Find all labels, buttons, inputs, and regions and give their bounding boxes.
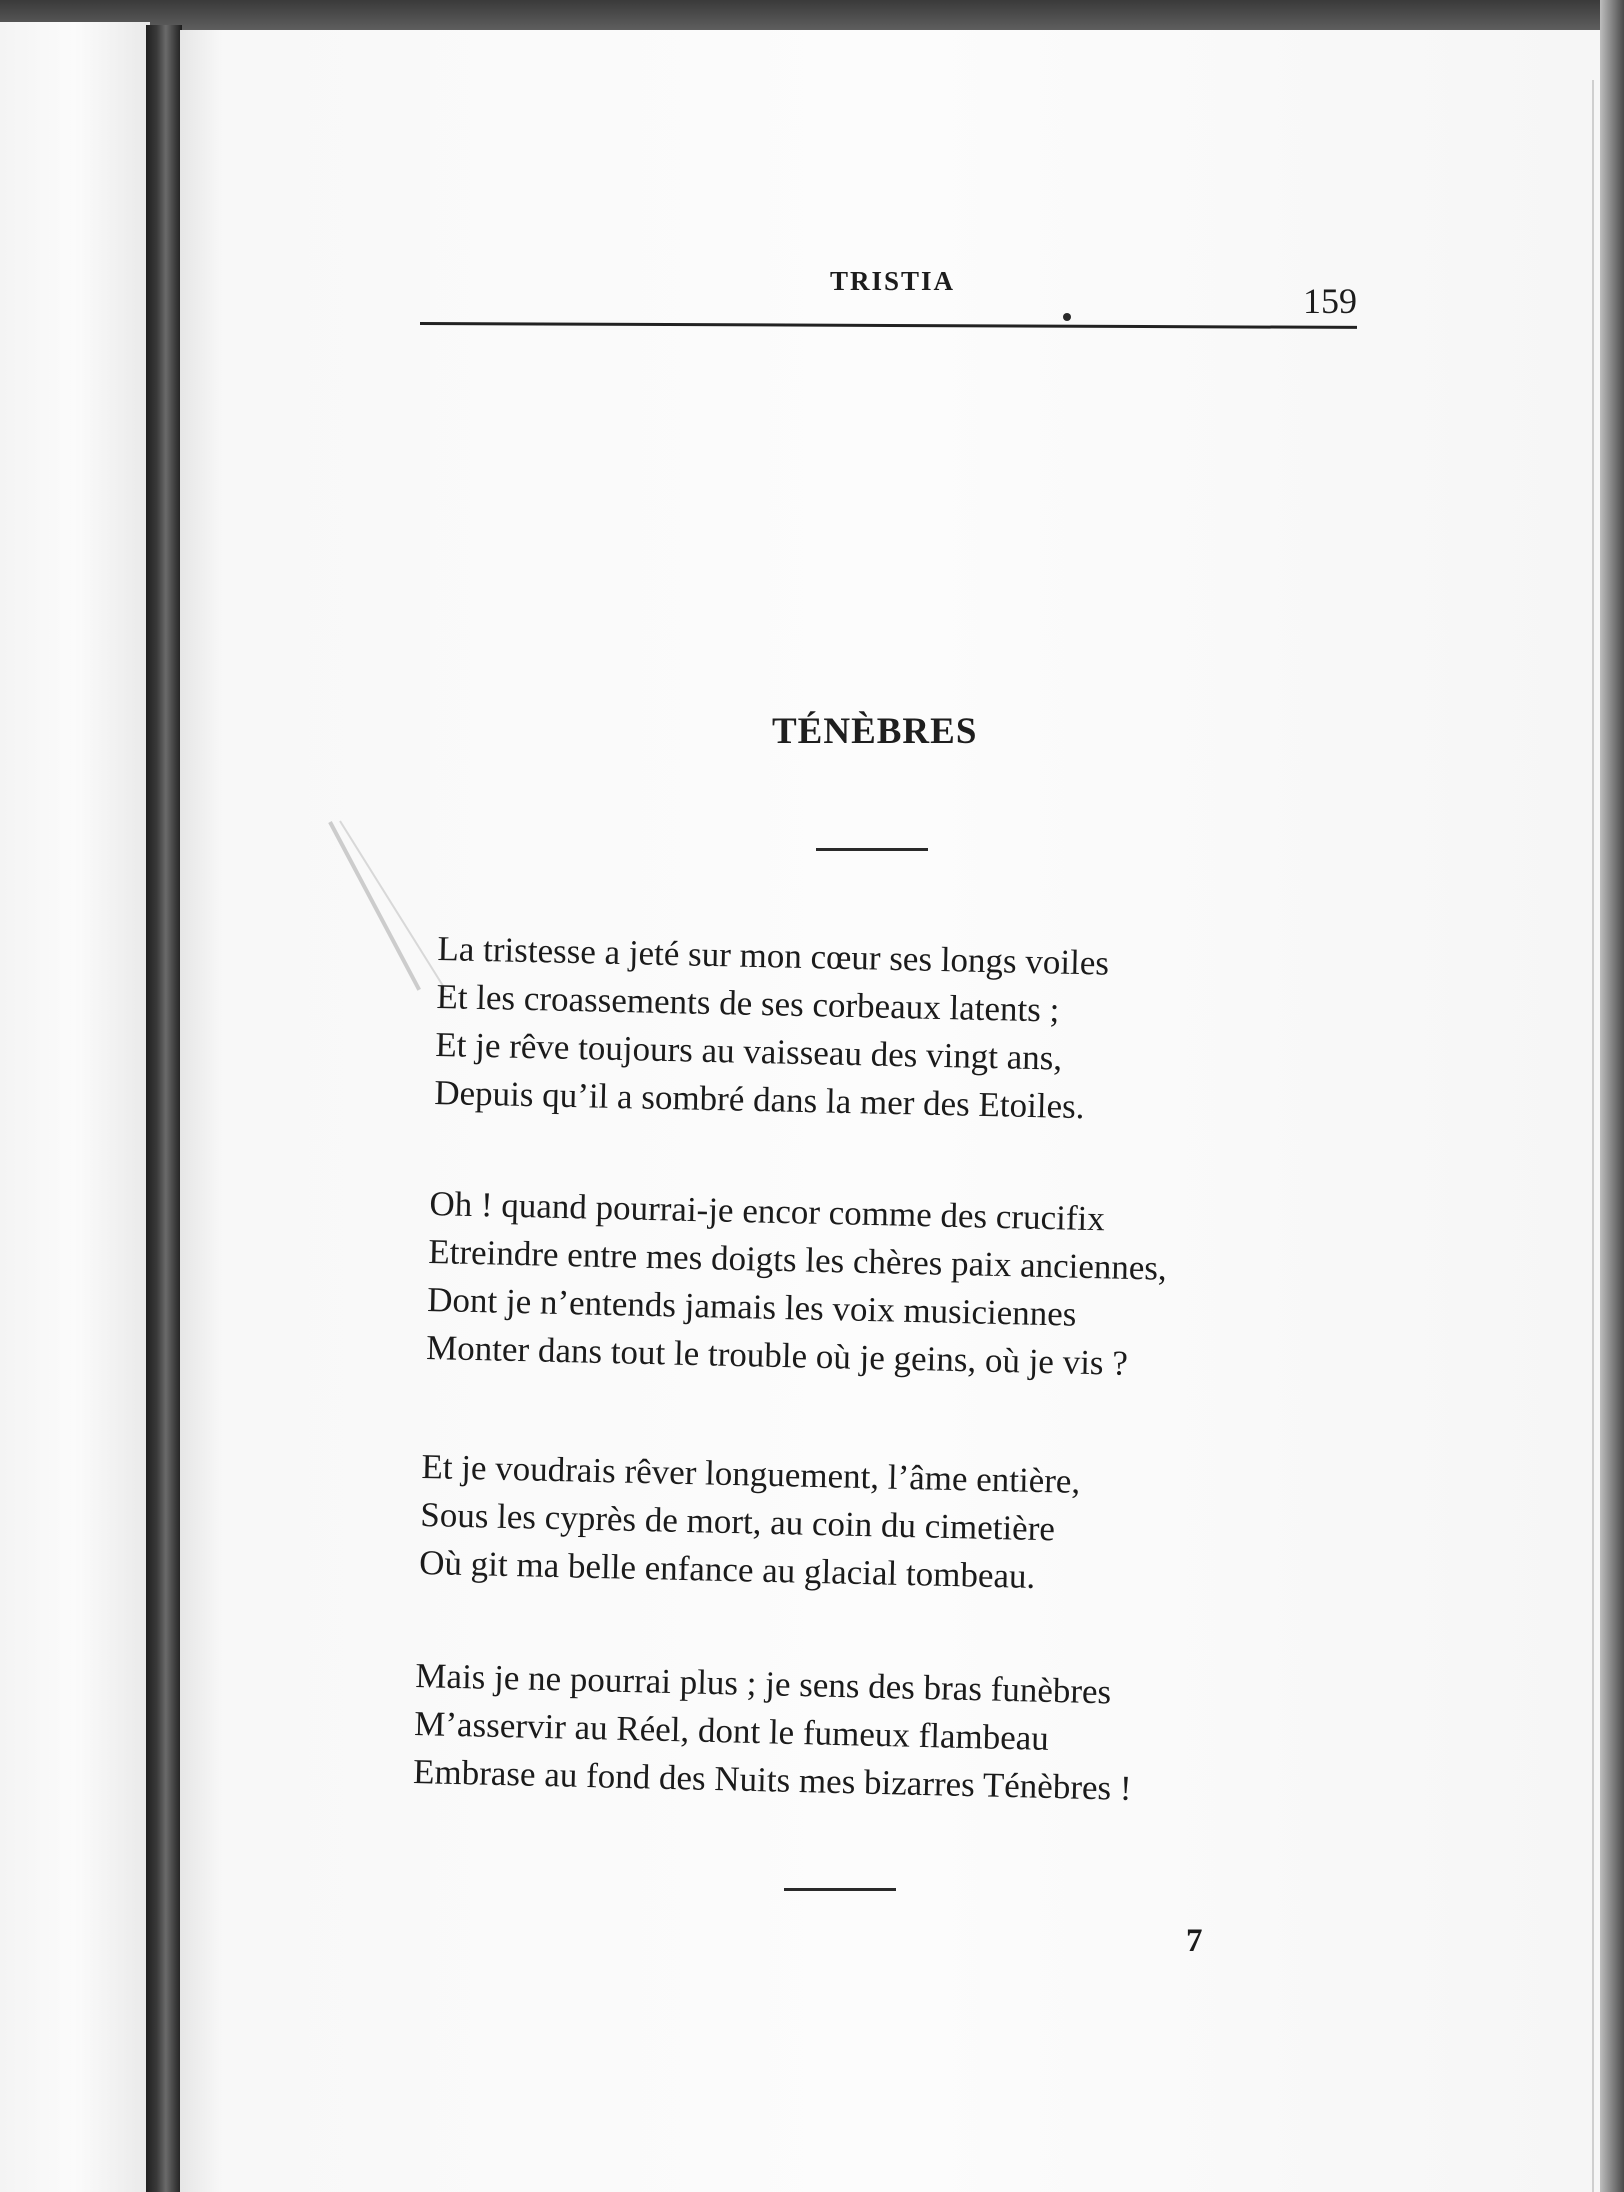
verse-line: Dont je n’entends jamais les voix musiciennes: [426, 1279, 1077, 1334]
stanza-2: [426, 1180, 1390, 1394]
verse-line: Et les croassements de ses corbeaux latents ;: [436, 976, 1060, 1030]
verse-line: Monter dans tout le trouble où je geins, où je vis ?: [425, 1327, 1129, 1383]
verse-line: Depuis qu’il a sombré dans la mer des Etoiles.: [433, 1072, 1085, 1127]
stanza-1: [434, 925, 1398, 1138]
scan-top-edge: [0, 0, 1624, 30]
scan-right-edge: [1600, 0, 1624, 2192]
title-rule: [816, 848, 928, 851]
verse-line: Embrase au fond des Nuits mes bizarres Ténèbres !: [412, 1751, 1133, 1808]
stanza-4: [413, 1652, 1376, 1819]
verse-line: Mais je ne pourrai plus ; je sens des bras funèbres: [414, 1655, 1112, 1712]
end-rule: [784, 1888, 896, 1891]
signature-mark: 7: [1186, 1923, 1203, 1959]
verse-line: Et je voudrais rêver longuement, l’âme entière,: [421, 1446, 1081, 1501]
ink-dot: [1063, 313, 1071, 321]
verse-line: Etreindre entre mes doigts les chères paix anciennes,: [427, 1231, 1168, 1288]
verse-line: M’asservir au Réel, dont le fumeux flambeau: [413, 1703, 1050, 1758]
verse-line: Où git ma belle enfance au glacial tombeau.: [418, 1542, 1036, 1596]
verse-line: La tristesse a jeté sur mon cœur ses longs voiles: [437, 928, 1110, 983]
page-edge: [1592, 80, 1594, 2192]
verse-line: Oh ! quand pourrai-je encor comme des crucifix: [429, 1183, 1106, 1239]
book-binding: [146, 25, 182, 2192]
stanza-3: [419, 1443, 1382, 1609]
verse-line: Et je rêve toujours au vaisseau des vingt ans,: [434, 1024, 1063, 1078]
poem-title: TÉNÈBRES: [772, 711, 978, 752]
verse-line: Sous les cyprès de mort, au coin du cimetière: [419, 1494, 1056, 1549]
running-head-title: TRISTIA: [830, 266, 956, 296]
page-number: 159: [1303, 281, 1357, 321]
facing-page: [0, 22, 150, 2192]
